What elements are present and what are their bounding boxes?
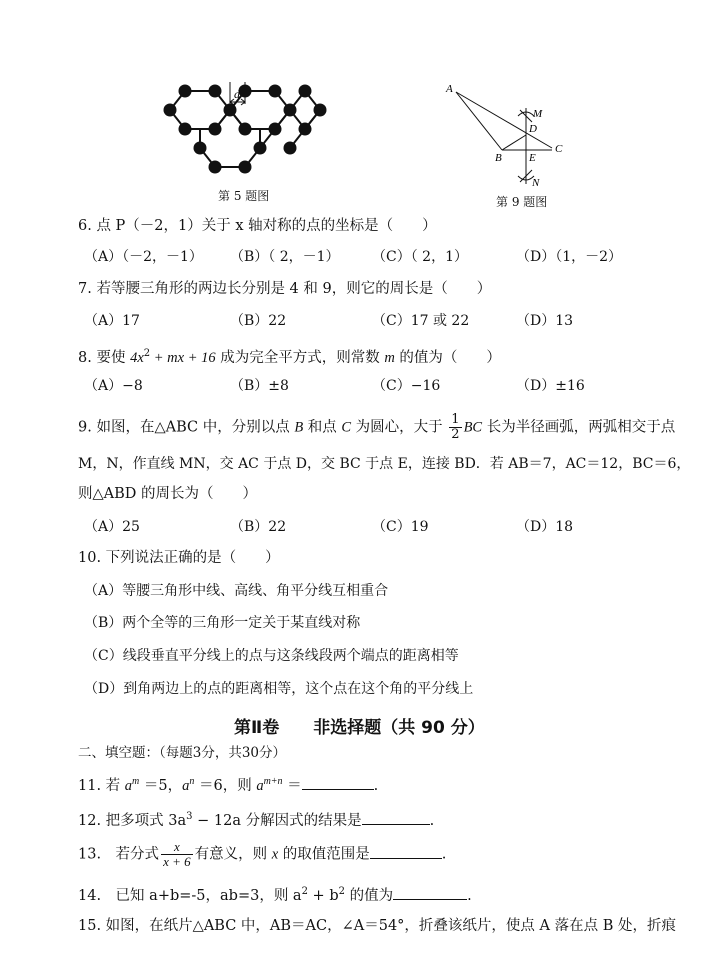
question-6-option-d: （D）（1，－2） xyxy=(516,249,623,265)
q14-text-b: + b xyxy=(307,887,339,904)
q11-answer-blank[interactable] xyxy=(302,773,374,790)
q11-exp-n: n xyxy=(189,776,195,787)
q11-a-n: a xyxy=(182,777,190,794)
question-11 xyxy=(78,772,378,796)
question-7-option-b: （B）22 xyxy=(230,313,287,329)
label-C: C xyxy=(555,143,563,155)
figure-5-hexagons xyxy=(158,78,328,183)
question-9-option-b: （B）22 xyxy=(230,519,287,535)
q9-segment-bc: BC xyxy=(463,419,483,436)
fill-in-section-heading: 二、填空题：（每题3分，共30分） xyxy=(78,745,287,761)
q8-text-b: 成为完全平方式，则常数 xyxy=(215,349,385,366)
q14-answer-blank[interactable] xyxy=(393,883,467,900)
q13-end: . xyxy=(441,846,447,863)
label-M: M xyxy=(533,108,543,120)
q12-exp: 3 xyxy=(186,811,193,822)
figure-9-triangle xyxy=(440,80,580,190)
q9-text-c: 为圆心，大于 xyxy=(351,419,448,436)
figure-5-caption: 第 5 题图 xyxy=(218,189,270,203)
q9-point-c: C xyxy=(341,419,352,436)
question-8-stem xyxy=(78,344,501,368)
question-6-option-a: （A）（－2，－1） xyxy=(84,249,203,265)
question-14 xyxy=(78,882,472,906)
question-10-option-a: （A）等腰三角形中线、高线、角平分线互相重合 xyxy=(84,583,389,599)
label-d: d xyxy=(234,87,240,101)
question-9-line-1 xyxy=(78,413,675,442)
question-9-option-d: （D）18 xyxy=(516,519,574,535)
question-10-option-c: （C）线段垂直平分线上的点与这条线段两个端点的距离相等 xyxy=(84,648,459,664)
question-15: 15. 如图，在纸片△ABC 中，AB＝AC，∠A＝54°，折叠该纸片，使点 A 落在点 B 处，折痕 xyxy=(78,918,676,934)
q14-text-a: 14. 已知 a+b=-5，ab=3，则 a xyxy=(78,887,302,904)
q8-expr-base: 4x xyxy=(130,349,144,366)
part-2-title: 第Ⅱ卷 非选择题（共 90 分） xyxy=(234,718,485,738)
q11-a-m: a xyxy=(124,777,133,794)
q9-frac-den: 2 xyxy=(451,427,460,442)
question-7-option-a: （A）17 xyxy=(84,313,140,329)
q13-frac-den: x + 6 xyxy=(163,854,191,869)
q14-exp-2: 2 xyxy=(338,886,345,897)
q13-answer-blank[interactable] xyxy=(370,842,442,859)
q13-fraction xyxy=(161,840,193,869)
q12-text-a: 12. 把多项式 3a xyxy=(78,812,187,829)
q11-a-mn: a xyxy=(256,777,264,794)
q12-end: . xyxy=(429,812,435,829)
q14-exp-1: 2 xyxy=(301,886,308,897)
question-8-option-d: （D）±16 xyxy=(516,378,585,394)
question-6-option-b: （B）（ 2，－1） xyxy=(230,249,340,265)
q11-eq-2: ＝6，则 xyxy=(194,777,257,794)
q11-text-a: 11. 若 xyxy=(78,777,125,794)
q13-text-c: 的取值范围是 xyxy=(278,846,370,863)
question-7-option-c: （C）17 或 22 xyxy=(372,313,470,329)
q8-text-a: 8. 要使 xyxy=(78,349,131,366)
question-13 xyxy=(78,840,446,869)
figure-9-caption: 第 9 题图 xyxy=(496,195,548,209)
q11-end: . xyxy=(373,777,379,794)
question-6-option-c: （C）（ 2，1） xyxy=(372,249,468,265)
q11-exp-mn: m+n xyxy=(263,776,283,787)
question-9-option-a: （A）25 xyxy=(84,519,140,535)
q9-text-e: 长为半径画弧，两弧相交于点 xyxy=(482,419,676,436)
question-9-line-2: M，N，作直线 MN，交 AC 于点 D，交 BC 于点 E，连接 BD．若 AB＝7，AC＝12，BC＝6， xyxy=(78,456,691,472)
q9-point-b: B xyxy=(294,419,304,436)
question-8-option-a: （A）−8 xyxy=(84,378,143,394)
q9-text-a: 9. 如图，在△ABC 中，分别以点 xyxy=(78,419,295,436)
question-8-option-b: （B）±8 xyxy=(230,378,289,394)
q8-text-c: 的值为（ ） xyxy=(394,349,501,366)
q14-text-c: 的值为 xyxy=(344,887,394,904)
q8-expr-rest: + mx + 16 xyxy=(150,349,216,366)
q11-exp-m: m xyxy=(132,776,140,787)
q12-text-b: − 12a 分解因式的结果是 xyxy=(192,812,362,829)
question-9-line-3: 则△ABD 的周长为（ ） xyxy=(78,486,258,502)
q13-frac-num: x xyxy=(161,840,193,855)
label-A: A xyxy=(446,83,453,95)
question-10-option-b: （B）两个全等的三角形一定关于某直线对称 xyxy=(84,615,361,631)
label-N: N xyxy=(532,177,540,189)
label-D: D xyxy=(529,123,537,135)
question-6-stem: 6. 点 P（－2，1）关于 x 轴对称的点的坐标是（ ） xyxy=(78,218,437,234)
label-E: E xyxy=(529,152,536,164)
q13-text-a: 13. 若分式 xyxy=(78,846,160,863)
question-7-option-d: （D）13 xyxy=(516,313,574,329)
q9-text-b: 和点 xyxy=(303,419,342,436)
q13-var-x: x xyxy=(271,846,279,863)
question-9-option-c: （C）19 xyxy=(372,519,429,535)
q14-end: . xyxy=(467,887,472,904)
question-12 xyxy=(78,807,434,831)
question-10-stem: 10. 下列说法正确的是（ ） xyxy=(78,550,280,566)
q8-var-m: m xyxy=(384,349,395,366)
q13-text-b: 有意义，则 xyxy=(194,846,272,863)
q11-eq-1: ＝5， xyxy=(139,777,183,794)
question-8-option-c: （C）−16 xyxy=(372,378,441,394)
q12-answer-blank[interactable] xyxy=(362,808,430,825)
q9-frac-num: 1 xyxy=(451,412,460,427)
question-7-stem: 7. 若等腰三角形的两边长分别是 4 和 9，则它的周长是（ ） xyxy=(78,281,492,297)
question-10-option-d: （D）到角两边上的点的距离相等，这个点在这个角的平分线上 xyxy=(84,681,474,697)
q8-expr-exp: 2 xyxy=(143,348,151,359)
label-B: B xyxy=(495,152,502,164)
q11-eq-3: ＝ xyxy=(282,777,302,794)
q9-fraction xyxy=(449,413,461,442)
